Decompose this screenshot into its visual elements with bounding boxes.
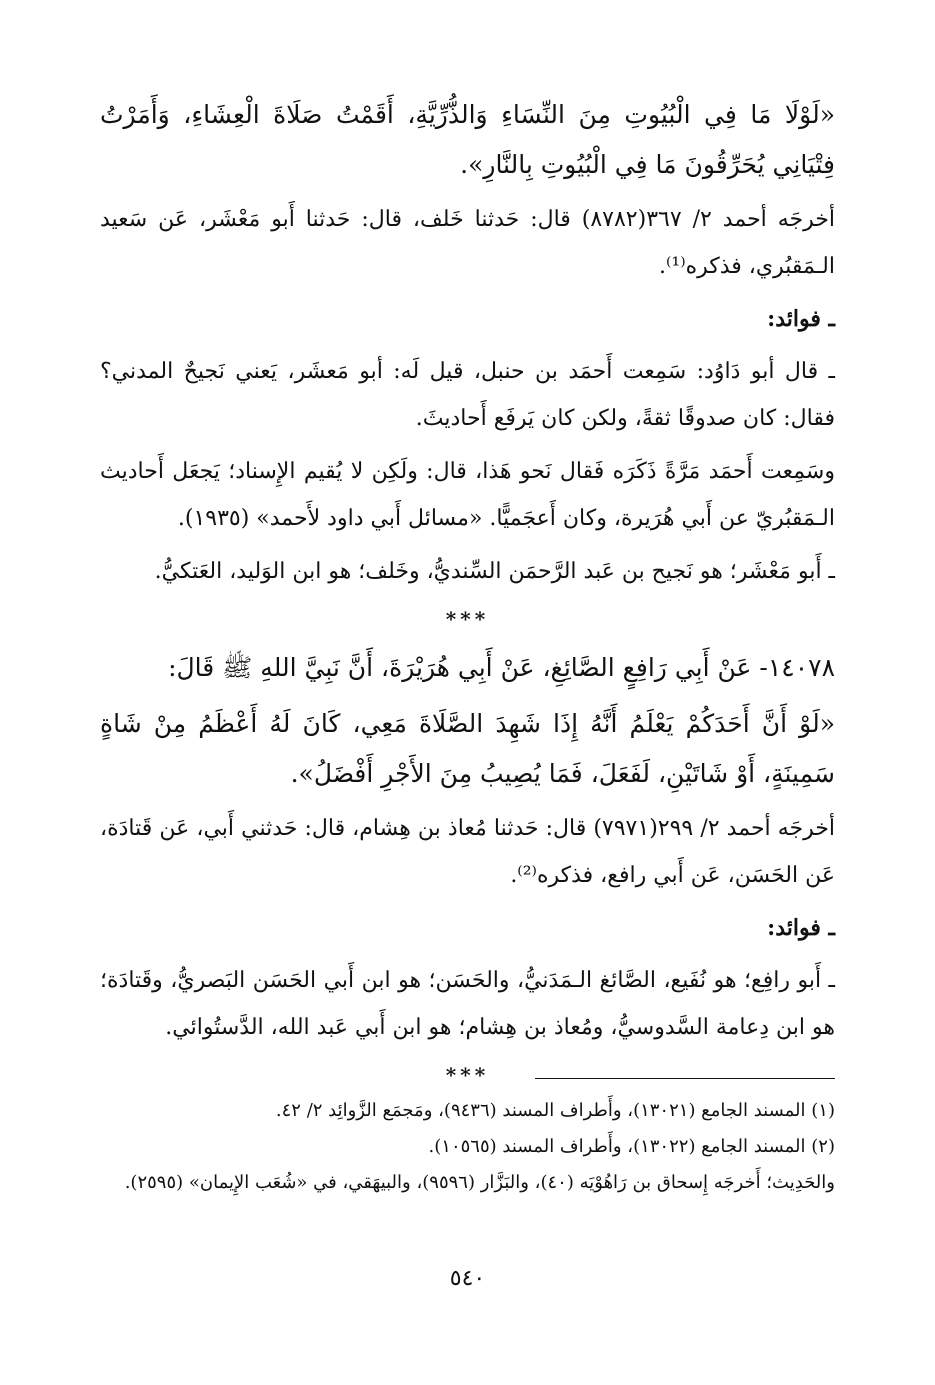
footnote-2: (٢) المسند الجامع (١٣٠٢٢)، وأَطراف المسند (١٠٥٦٥). <box>428 1136 835 1157</box>
fawaid-2-heading: ـ فوائد: <box>767 915 835 941</box>
hadith-2-text: «لَوْ أَنَّ أَحَدَكُمْ يَعْلَمُ أَنَّهُ إِذَا شَهِدَ الصَّلَاةَ مَعِي، كَانَ لَهُ أَعْظَمُ مِنْ شَاةٍ سَمِينَةٍ، أَوْ شَاتَيْنِ، لَفَعَلَ، فَمَا يُصِيبُ مِنَ الأَجْرِ أَفْضَلُ». <box>100 709 835 788</box>
takhrij-2: أخرجَه أحمد ٢/ ٢٩٩(٧٩٧١) قال: حَدثنا مُعاذ بن هِشام، قال: حَدثني أَبي، عَن قَتادَة، عَن الحَسَن، عَن أَبي رافع، فذكره⁽²⁾. <box>100 816 835 888</box>
footnote-2-continuation: والحَدِيث؛ أَخرجَه إِسحاق بن رَاهُوْيَه (٤٠)، والبَزَّار (٩٥٩٦)، والبيهَقي، في «شُعَب الإِيمان» (٢٥٩٥). <box>124 1172 835 1193</box>
footnote-rule <box>535 1078 835 1079</box>
hadith-2-intro: ١٤٠٧٨- عَنْ أَبِي رَافِعٍ الصَّائِغِ، عَنْ أَبِي هُرَيْرَةَ، أَنَّ نَبِيَّ اللهِ ﷺ قَالَ: <box>168 653 835 682</box>
fawaid-1-paragraph-3: ـ أَبو مَعْشَر؛ هو نَجيح بن عَبد الرَّحمَن السِّنديُّ، وخَلف؛ هو ابن الوَليد، العَتكيُّ. <box>154 559 835 584</box>
hadith-1-text: «لَوْلَا مَا فِي الْبُيُوتِ مِنَ النِّسَاءِ وَالذُّرِّيَّةِ، أَقَمْتُ صَلَاةَ الْعِشَاءِ، وَأَمَرْتُ فِتْيَانِي يُحَرِّقُونَ مَا فِي الْبُيُوتِ بِالنَّارِ». <box>100 100 835 179</box>
fawaid-1-paragraph-1: ـ قال أبو دَاوُد: سَمِعت أَحمَد بن حنبل، قيل لَه: أبو مَعشَر، يَعني نَجيحٌ المدني؟ فقال: كان صدوقًا ثقةً، ولكن كان يَرفَع أَحاديثَ. <box>100 359 835 431</box>
takhrij-1: أخرجَه أحمد ٢/ ٣٦٧(٨٧٨٢) قال: حَدثنا خَلف، قال: حَدثنا أَبو مَعْشَر، عَن سَعيد الـمَقبُري، فذكره⁽¹⁾. <box>100 207 835 279</box>
footnote-1: (١) المسند الجامع (١٣٠٢١)، وأَطراف المسند (٩٤٣٦)، ومَجمَع الزَّوائِد ٢/ ٤٢. <box>275 1100 835 1121</box>
fawaid-1-paragraph-2: وسَمِعت أَحمَد مَرَّةً ذَكَرَه فَقال نَحو هَذا، قال: ولَكِن لا يُقيم الإِسناد؛ يَجعَل أَحاديث الـمَقبُريّ عن أَبي هُرَيرة، وكان أَعجَميًّا. «مسائل أَبي داود لأَحمد» (١٩٣٥). <box>100 459 835 531</box>
page-number: ٥٤٠ <box>449 1266 486 1291</box>
footnotes <box>100 1078 835 1201</box>
fawaid-2-paragraph-1: ـ أَبو رافِع؛ هو نُفَيع، الصَّائغ الـمَدَنيُّ، والحَسَن؛ هو ابن أَبي الحَسَن البَصريُّ، وقَتادَة؛ هو ابن دِعامة السَّدوسيُّ، ومُعاذ بن هِشام؛ هو ابن أَبي عَبد الله، الدَّستُوائي. <box>100 968 835 1040</box>
section-separator-1: *** <box>445 607 490 631</box>
section-separator-2: *** <box>445 1063 490 1087</box>
fawaid-1-heading: ـ فوائد: <box>767 306 835 332</box>
page-body <box>100 90 835 1099</box>
